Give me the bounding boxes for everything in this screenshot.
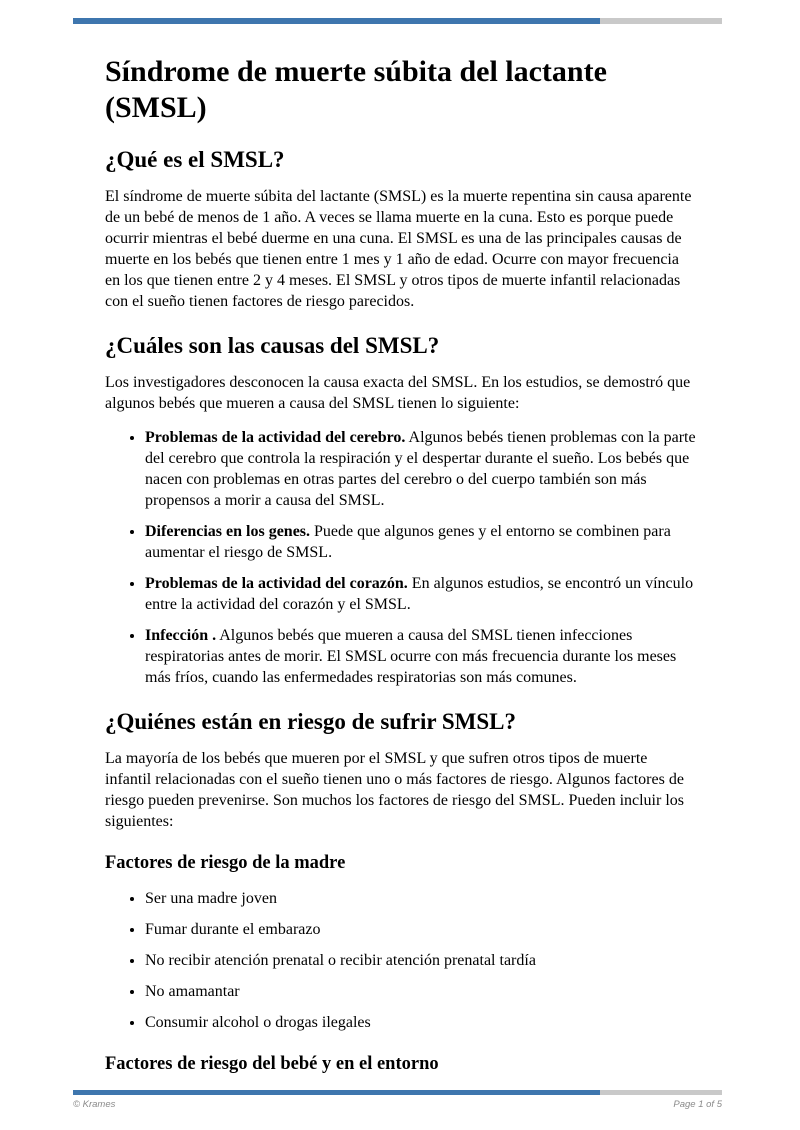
list-item: • No amamantar (145, 981, 697, 1002)
document-body (105, 0, 697, 1089)
paragraph-causes-intro: Los investigadores desconocen la causa exacta del SMSL. En los estudios, se demostró que algunos bebés que mueren a causa del SMSL tienen lo siguiente: (105, 374, 691, 412)
sub-heading-mother-risk-factors: Factores de riesgo de la madre (105, 853, 346, 873)
list-item (145, 521, 697, 563)
list-item: • Fumar durante el embarazo (145, 919, 697, 940)
list-item-text: Puede que algunos genes y el entorno se combinen para aumentar el riesgo de SMSL. (145, 523, 671, 561)
accent-bar-gray-segment (600, 1090, 722, 1095)
list-item (145, 625, 697, 688)
list-item-lead: Problemas de la actividad del corazón. (145, 575, 408, 592)
footer-accent-bar (73, 1090, 722, 1095)
list-item-lead: Problemas de la actividad del cerebro. (145, 429, 406, 446)
list-item-text: Algunos bebés que mueren a causa del SMSL tienen infecciones respiratorias antes de morir. El SMSL ocurre con más frecuencia durante los meses más fríos, cuando las enfermedades respiratorias son más comunes. (145, 627, 677, 686)
list-item-lead: Diferencias en los genes. (145, 523, 311, 540)
page-title: Síndrome de muerte súbita del lactante (SMSL) (105, 55, 607, 124)
paragraph-risk-intro: La mayoría de los bebés que mueren por el SMSL y que sufren otros tipos de muerte infantil relacionadas con el sueño tienen uno o más factores de riesgo. Algunos factores de riesgo pueden prevenirse. Son muchos los factores de riesgo del SMSL. Pueden incluir los siguientes: (105, 750, 684, 830)
footer-copyright: © Krames (73, 1099, 116, 1110)
list-item (145, 573, 697, 615)
list-item: • Consumir alcohol o drogas ilegales (145, 1012, 697, 1033)
section-heading-what-is-smsl: ¿Qué es el SMSL? (105, 147, 285, 172)
paragraph-what-is-smsl: El síndrome de muerte súbita del lactante (SMSL) es la muerte repentina sin causa aparente de un bebé de menos de 1 año. A veces se llama muerte en la cuna. Esto es porque puede ocurrir mientras el bebé duerme en una cuna. El SMSL es una de las principales causas de muerte en los bebés que tienen entre 1 mes y 1 año de edad. Ocurre con mayor frecuencia en los que tienen entre 2 y 4 meses. El SMSL y otros tipos de muerte infantil relacionadas con el sueño tienen factores de riesgo parecidos. (105, 188, 692, 310)
causes-bullet-list (105, 427, 697, 688)
list-item: • Ser una madre joven (145, 888, 697, 909)
section-heading-who-at-risk: ¿Quiénes están en riesgo de sufrir SMSL? (105, 709, 517, 734)
footer (73, 1099, 722, 1110)
footer-page-number: Page 1 of 5 (673, 1099, 722, 1110)
list-item-text: En algunos estudios, se encontró un vínculo entre la actividad del corazón y el SMSL. (145, 575, 694, 613)
mother-risk-bullet-list (105, 888, 697, 1033)
list-item: • No recibir atención prenatal o recibir atención prenatal tardía (145, 950, 697, 971)
sub-heading-baby-environment-risk-factors: Factores de riesgo del bebé y en el entorno (105, 1054, 439, 1074)
list-item-lead: Infección . (145, 627, 217, 644)
section-heading-causes: ¿Cuáles son las causas del SMSL? (105, 333, 440, 358)
list-item-text: Algunos bebés tienen problemas con la parte del cerebro que controla la respiración y el despertar durante el sueño. Los bebés que nacen con problemas en otras partes del cerebro o del cuerpo también son más propensos a morir a causa del SMSL. (145, 429, 696, 509)
list-item (145, 427, 697, 511)
accent-bar-blue-segment (73, 1090, 600, 1095)
